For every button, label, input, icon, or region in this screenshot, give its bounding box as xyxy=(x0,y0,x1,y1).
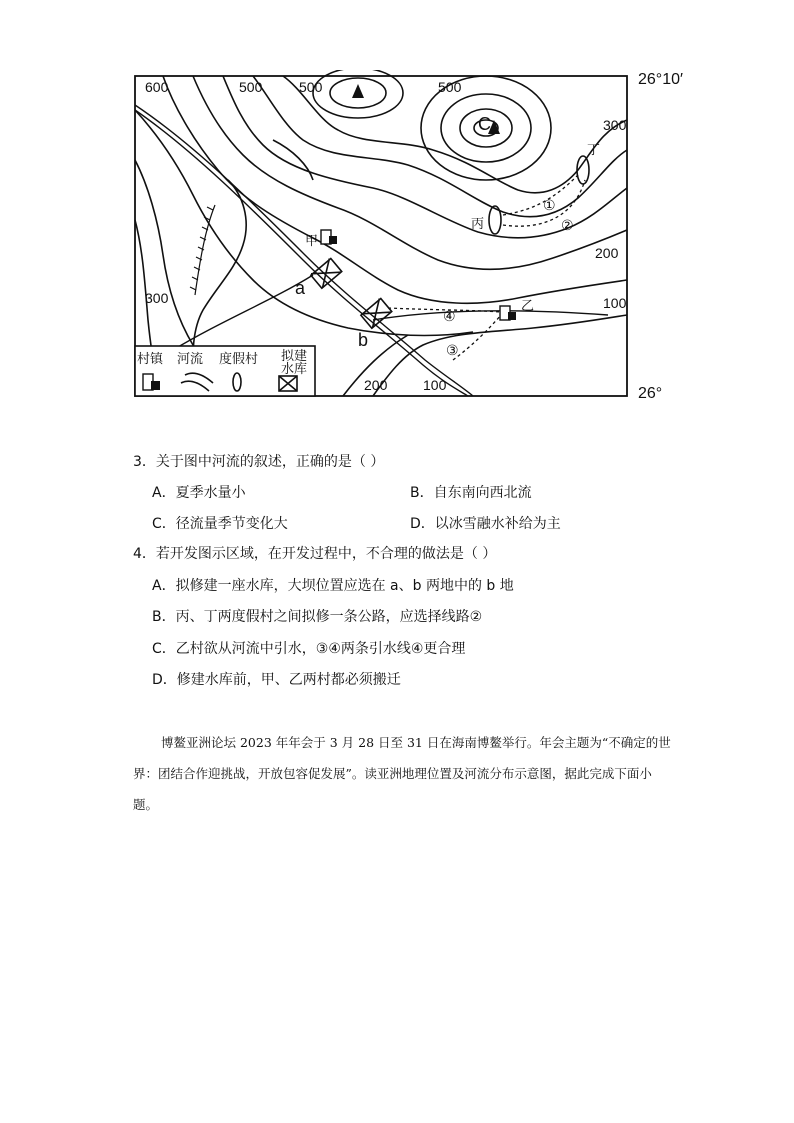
contour-label-200-south: 200 xyxy=(364,377,388,393)
question-3-stem: 3．关于图中河流的叙述，正确的是（ ） xyxy=(133,454,385,470)
contour-label-200-east: 200 xyxy=(595,245,619,261)
contour-label-300-west: 300 xyxy=(145,290,169,306)
place-label-c: C xyxy=(478,114,491,134)
question-3-option-b: B．自东南向西北流 xyxy=(410,485,532,501)
topographic-map xyxy=(133,70,703,402)
place-label-ding: 丁 xyxy=(587,143,601,158)
summit-contours xyxy=(313,70,551,180)
latitude-label-bottom: 26° xyxy=(638,385,663,402)
place-label-jia: 甲 xyxy=(305,234,319,249)
legend-reservoir-label-1: 拟建 xyxy=(281,349,308,364)
place-label-yi: 乙 xyxy=(521,299,535,314)
question-4-option-b: B．丙、丁两度假村之间拟修一条公路，应选择线路② xyxy=(152,609,483,625)
route-label-3: ③ xyxy=(446,343,459,359)
contour-label-100-east: 100 xyxy=(603,295,627,311)
place-label-b: b xyxy=(358,330,369,350)
legend-river-label: 河流 xyxy=(177,352,204,367)
village-jia xyxy=(321,230,337,244)
latitude-label-top: 26°10′ xyxy=(638,71,683,88)
cliff-hatch xyxy=(190,205,215,295)
reading-passage xyxy=(133,727,673,820)
contour-label-500-c: 500 xyxy=(438,79,462,95)
question-4-option-c: C．乙村欲从河流中引水，③④两条引水线④更合理 xyxy=(152,641,466,657)
place-label-a: a xyxy=(295,278,306,298)
contour-label-600: 600 xyxy=(145,79,169,95)
place-label-bing: 丙 xyxy=(471,217,485,232)
legend-resort-label: 度假村 xyxy=(219,352,259,367)
question-3-option-c: C．径流量季节变化大 xyxy=(152,516,288,532)
question-4-option-a: A．拟修建一座水库，大坝位置应选在 a、b 两地中的 b 地 xyxy=(152,578,514,594)
passage-text: 博鳌亚洲论坛 2023 年年会于 3 月 28 日至 31 日在海南博鳌举行。年会主题为“不确定的世界：团结合作迎挑战，开放包容促发展”。读亚洲地理位置及河流分布示意图，据此完成下面小题。 xyxy=(133,735,671,812)
legend-village-label: 村镇 xyxy=(137,352,164,367)
question-3-option-a: A．夏季水量小 xyxy=(152,485,246,501)
summit-triangle-west xyxy=(352,84,364,98)
route-label-1: ① xyxy=(543,198,556,214)
question-4-option-d: D．修建水库前，甲、乙两村都必须搬迁 xyxy=(152,672,401,688)
question-3-option-d: D．以冰雪融水补给为主 xyxy=(410,516,561,532)
route-label-2: ② xyxy=(561,218,574,234)
contour-label-300-east: 300 xyxy=(603,117,627,133)
resort-bing xyxy=(489,206,501,234)
contour-label-500-a: 500 xyxy=(239,79,263,95)
legend-reservoir-label-2: 水库 xyxy=(281,362,308,377)
route-label-4: ④ xyxy=(443,309,456,325)
contour-label-100-south: 100 xyxy=(423,377,447,393)
dam-a xyxy=(311,258,342,288)
village-yi xyxy=(500,306,516,320)
contour-label-500-b: 500 xyxy=(299,79,323,95)
question-4-stem: 4．若开发图示区域，在开发过程中，不合理的做法是（ ） xyxy=(133,546,497,562)
dam-b xyxy=(361,298,392,328)
